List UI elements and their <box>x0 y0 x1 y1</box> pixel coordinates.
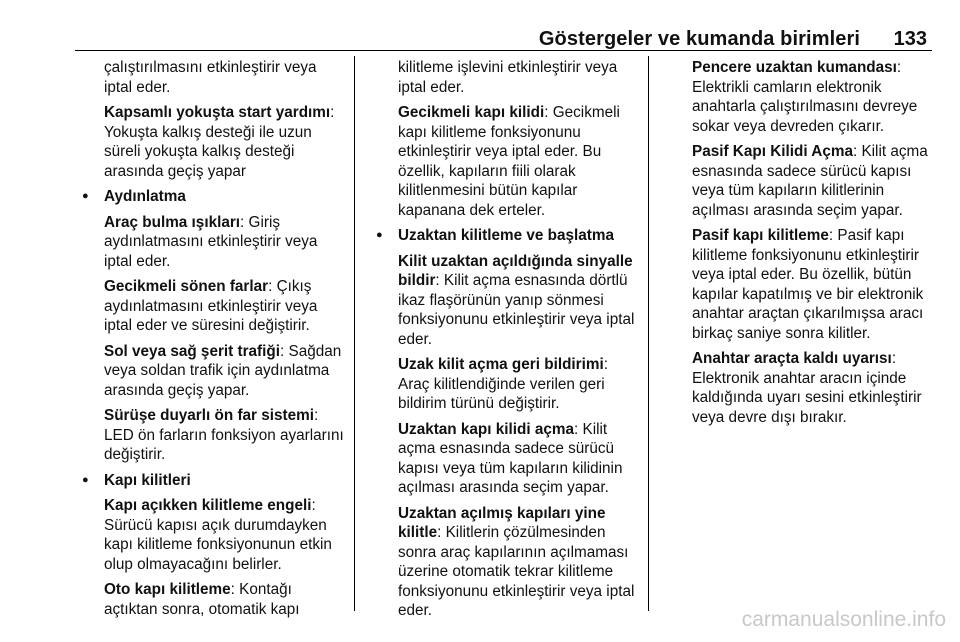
setting-title: Araç bulma ışıkları <box>104 213 241 231</box>
setting-item <box>104 103 346 181</box>
setting-text: : Çıkış aydınlatmasını etkinleştirir veya iptal eder ve süresini değiştirir. <box>104 278 318 334</box>
setting-text: : Sürücü kapısı açık durumdayken kapı kilitleme fonksiyonunun etkin olup olmayacağını belirler. <box>104 497 332 573</box>
setting-title: Pasif Kapı Kilidi Açma <box>692 143 853 160</box>
setting-text: : Kilit açma esnasında sadece sürücü kapısı veya tüm kapıların kilitlerinin açılması arasında seçim yapar. <box>692 143 928 219</box>
setting-text: : Giriş aydınlatmasını etkinleştirir veya iptal eder. <box>104 213 318 270</box>
column-2 <box>398 58 638 627</box>
setting-title: Oto kapı kilitleme <box>104 581 231 598</box>
setting-title: Pasif kapı kilitleme <box>692 227 829 244</box>
setting-text: : Yokuşta kalkış desteği ile uzun süreli yokuşta kalkış desteği arasında geçiş yapar <box>104 104 335 180</box>
setting-item <box>398 355 638 414</box>
column-1 <box>104 58 346 625</box>
paragraph: kilitleme işlevini etkinleştirir veya iptal eder. <box>398 59 618 96</box>
setting-item <box>692 349 932 427</box>
section-heading: ● Kapı kilitleri <box>104 471 346 491</box>
section-heading: ● Uzaktan kilitleme ve başlatma <box>398 226 638 246</box>
setting-text: : Kilit açma esnasında dörtlü ikaz flaşörünün yanıp sönmesi fonksiyonunu etkinleştirir veya iptal eder. <box>398 272 635 348</box>
setting-title: Uzaktan kapı kilidi açma <box>398 420 574 438</box>
setting-text: : Gecikmeli kapı kilitleme fonksiyonunu etkinleştirir veya iptal eder. Bu özellik, kapıların fiili olarak kilitlenmesini bütün kapılar kapanana dek erteler. <box>398 104 620 219</box>
setting-item <box>398 252 638 350</box>
setting-item <box>104 406 346 465</box>
setting-text: : Araç kilitlendiğinde verilen geri bildirim türünü değiştirir. <box>398 356 608 412</box>
setting-text: : Kilitlerin çözülmesinden sonra araç kapılarının açılmaması üzerine otomatik tekrar kilitleme fonksiyonunu etkinleştirir veya iptal eder. <box>398 524 635 619</box>
setting-text: : Kontağı açtıktan sonra, otomatik kapı <box>104 581 300 618</box>
setting-item <box>398 103 638 220</box>
setting-item <box>104 277 346 336</box>
setting-title: Kilit uzaktan açıldığında sinyalle bildir <box>398 252 633 289</box>
column-divider <box>648 56 649 611</box>
setting-text: : Sağdan veya soldan trafik için aydınlatma arasında geçiş yapar. <box>104 342 342 399</box>
setting-item <box>104 342 346 401</box>
setting-text: : Kilit açma esnasında sadece sürücü kapısı veya tüm kapıların kilidinin açılması arasında seçim yapar. <box>398 420 623 496</box>
setting-item <box>692 58 932 136</box>
setting-item <box>104 213 346 272</box>
page-number: 133 <box>893 28 927 50</box>
setting-title: Kapsamlı yokuşta start yardımı <box>104 104 331 121</box>
column-3 <box>692 58 932 433</box>
setting-title: Pencere uzaktan kumandası <box>692 59 897 76</box>
setting-title: Uzak kilit açma geri bildirimi <box>398 356 604 373</box>
setting-item <box>398 504 638 621</box>
page-title: Göstergeler ve kumanda birimleri <box>538 28 860 50</box>
setting-text: : Elektronik anahtar aracın içinde kaldığında uyarı sesini etkinleştirir veya devre dışı bırakır. <box>692 350 922 426</box>
setting-item <box>692 142 932 220</box>
setting-text: : Pasif kapı kilitleme fonksiyonunu etkinleştirir veya iptal eder. Bu özellik, bütün kapılar kapatılmış ve bir elektronik anahtar araçtan çıkarılmışsa aracı birkaç saniye sonra kilitler. <box>692 227 924 342</box>
setting-text: : LED ön farların fonksiyon ayarlarını değiştirir. <box>104 407 344 463</box>
setting-title: Gecikmeli sönen farlar <box>104 278 269 295</box>
section-heading: ● Aydınlatma <box>104 187 346 207</box>
setting-title: Uzaktan açılmış kapıları yine kilitle <box>398 504 606 541</box>
paragraph: çalıştırılmasını etkinleştirir veya iptal eder. <box>104 59 317 96</box>
setting-title: Anahtar araçta kaldı uyarısı <box>692 350 892 367</box>
setting-title: Sürüşe duyarlı ön far sistemi <box>104 407 314 424</box>
page-header <box>0 0 960 52</box>
setting-item <box>104 496 346 574</box>
setting-item <box>692 226 932 343</box>
setting-title: Kapı açıkken kilitleme engeli <box>104 497 312 514</box>
setting-item <box>104 580 346 619</box>
setting-text: : Elektrikli camların elektronik anahtarla çalıştırılmasını devreye sokar veya devreden çıkarır. <box>692 59 918 135</box>
setting-item <box>398 420 638 498</box>
watermark: carmanualsonline.info <box>741 608 946 631</box>
header-rule <box>75 50 932 51</box>
setting-title: Sol veya sağ şerit trafiği <box>104 342 280 360</box>
setting-title: Gecikmeli kapı kilidi <box>398 104 545 121</box>
column-divider <box>354 56 355 611</box>
